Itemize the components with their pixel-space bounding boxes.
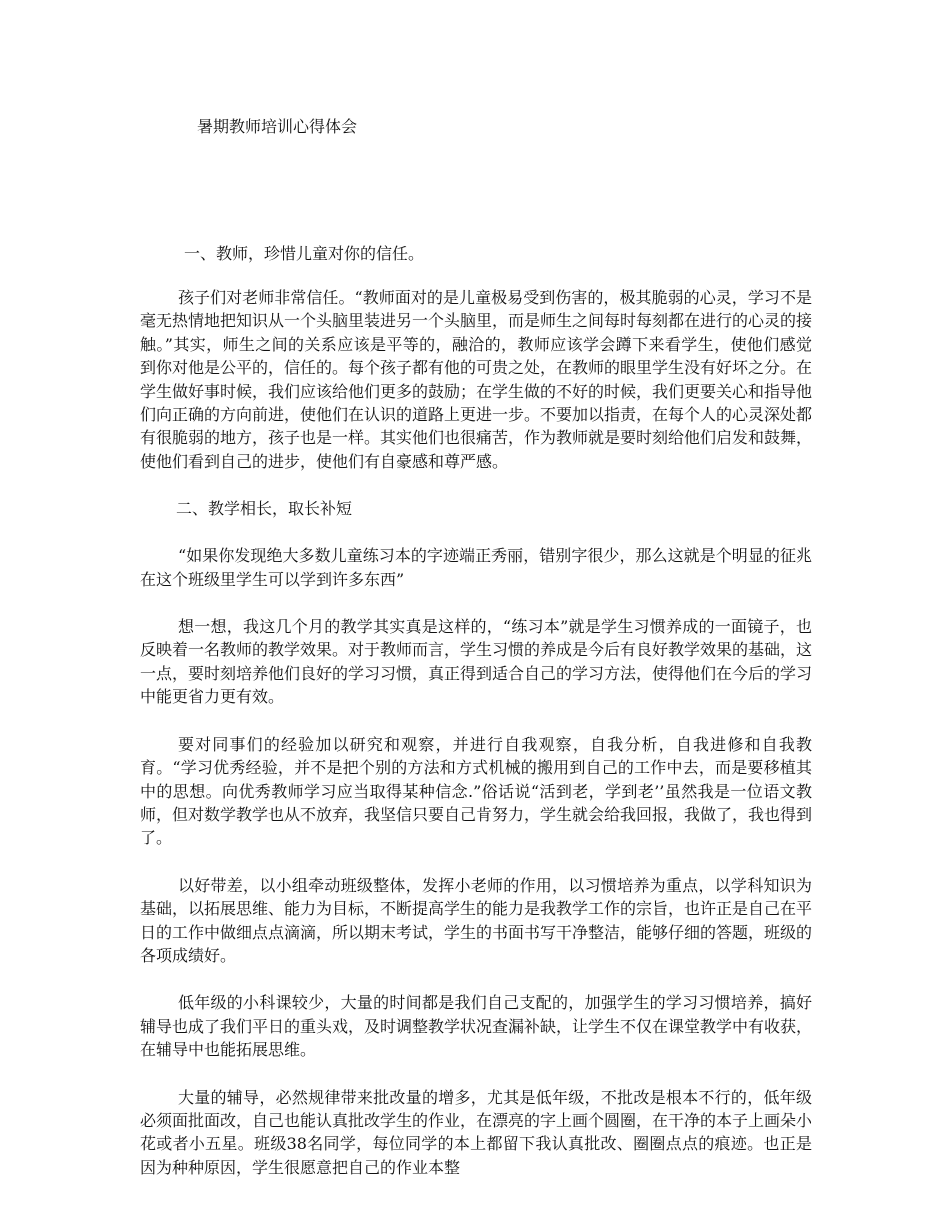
document-title: 暑期教师培训心得体会 <box>197 117 358 136</box>
paragraph: 想一想，我这几个月的教学其实真是这样的，“练习本”就是学生习惯养成的一面镜子，也反映着一名教师的教学效果。对于教师而言，学生习惯的养成是今后有良好教学效果的基础，这一点，要时刻培养他们良好的学习习惯，真正得到适合自己的学习方法，使得他们在今后的学习中能更省力更有效。 <box>140 617 813 707</box>
paragraph: 低年级的小科课较少，大量的时间都是我们自己支配的，加强学生的学习习惯培养，搞好辅导也成了我们平日的重头戏，及时调整教学状况查漏补缺，让学生不仅在课堂教学中有收获，在辅导中也能拓展思维。 <box>140 993 813 1060</box>
paragraph: “如果你发现绝大多数儿童练习本的字迹端正秀丽，错别字很少，那么这就是个明显的征兆在这个班级里学生可以学到许多东西” <box>140 546 812 589</box>
section-heading-1: 一、教师，珍惜儿童对你的信任。 <box>184 244 425 263</box>
paragraph: 孩子们对老师非常信任。“教师面对的是儿童极易受到伤害的，极其脆弱的心灵，学习不是毫无热情地把知识从一个头脑里装进另一个头脑里，而是师生之间每时每刻都在进行的心灵的接触。”其实，师生之间的关系应该是平等的，融洽的，教师应该学会蹲下来看学生，使他们感觉到你对他是公平的，信任的。每个孩子都有他的可贵之处，在教师的眼里学生没有好坏之分。在学生做好事时候，我们应该给他们更多的鼓励；在学生做的不好的时候，我们更要关心和指导他们向正确的方向前进，使他们在认识的道路上更进一步。不要加以指责，在每个人的心灵深处都有很脆弱的地方，孩子也是一样。其实他们也很痛苦，作为教师就是要时刻给他们启发和鼓舞，使他们看到自己的进步，使他们有自豪感和尊严感。 <box>140 288 813 471</box>
paragraph: 大量的辅导，必然规律带来批改量的增多，尤其是低年级，不批改是根本不行的，低年级必须面批面改，自己也能认真批改学生的作业，在漂亮的字上画个圆圈，在干净的本子上画朵小花或者小五星。班级38名同学，每位同学的本上都留下我认真批改、圈圈点点的痕迹。也正是因为种种原因，学生很愿意把自己的作业本整 <box>140 1087 813 1177</box>
section-heading-2: 二、教学相长，取长补短 <box>176 499 353 519</box>
document-body <box>140 242 812 1179</box>
paragraph: 要对同事们的经验加以研究和观察，并进行自我观察，自我分析，自我进修和自我教育。“学习优秀经验，并不是把个别的方法和方式机械的搬用到自己的工作中去，而是要移植其中的思想。向优秀教师学习应当取得某种信念.”俗话说“活到老，学到老’’虽然我是一位语文教师，但对数学教学也从不放弃，我坚信只要自己肯努力，学生就会给我回报，我做了，我也得到了。 <box>140 734 813 848</box>
paragraph: 以好带差，以小组牵动班级整体，发挥小老师的作用，以习惯培养为重点，以学科知识为基础，以拓展思维、能力为目标，不断提高学生的能力是我教学工作的宗旨，也许正是自己在平日的工作中做细点点滴滴，所以期末考试，学生的书面书写干净整洁，能够仔细的答题，班级的各项成绩好。 <box>140 875 813 965</box>
